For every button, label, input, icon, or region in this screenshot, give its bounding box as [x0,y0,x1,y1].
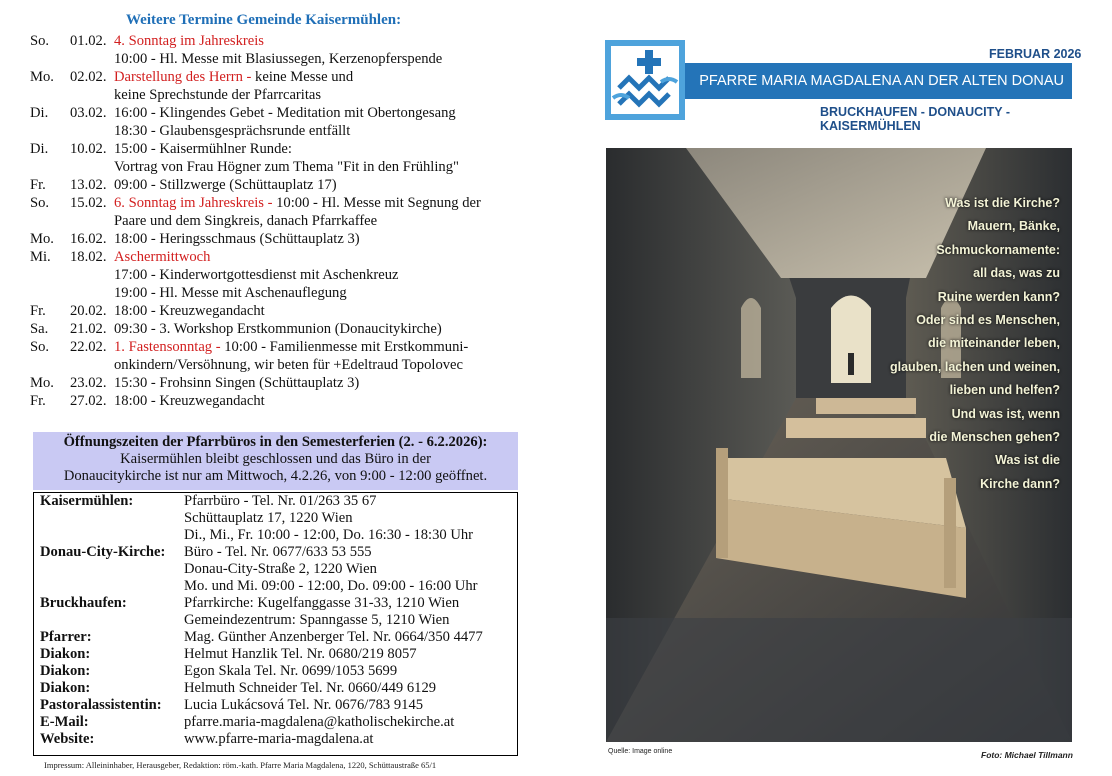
event-feast: Darstellung des Herrn - [114,69,252,85]
event-body [114,392,525,410]
logo-inner [611,46,679,114]
quote-line: Und was ist, wenn [951,406,1060,421]
contact-row [34,510,517,527]
contact-value: www.pfarre-maria-magdalena.at [184,731,374,747]
event-row [30,266,525,284]
parish-logo [605,40,685,120]
quote-line: Was ist die [995,453,1060,468]
contact-value: Büro - Tel. Nr. 0677/633 53 555 [184,544,372,560]
event-date: 16.02. [70,231,107,247]
impressum: Impressum: Alleininhaber, Herausgeber, Redaktion: röm.-kath. Pfarre Maria Magdalena, 1220, Schüttaustraße 65/1 [44,760,437,770]
event-row [30,320,525,338]
event-date: 21.02. [70,321,107,337]
event-text: 18:00 - Kreuzwegandacht [114,303,265,319]
contact-label [34,510,184,527]
event-row [30,302,525,320]
event-body [114,374,525,392]
quote-line: Was ist die Kirche? [945,196,1060,210]
contact-label [34,527,184,544]
contact-label: Diakon: [40,680,91,696]
contact-label [34,612,184,629]
event-text: 18:30 - Glaubensgesprächsrunde entfällt [114,123,351,139]
contact-value: Schüttauplatz 17, 1220 Wien [184,510,353,526]
contact-row [34,663,517,680]
contact-label [34,578,184,595]
contact-row [34,629,517,646]
event-date: 03.02. [70,105,107,121]
event-day: Sa. [30,321,49,337]
event-body [114,176,525,194]
contact-value: Di., Mi., Fr. 10:00 - 12:00, Do. 16:30 - 18:30 Uhr [184,527,474,543]
contact-value: Mo. und Mi. 09:00 - 12:00, Do. 09:00 - 16:00 Uhr [184,578,478,594]
event-text: 10:00 - Hl. Messe mit Segnung der [272,195,481,211]
event-date: 18.02. [70,249,107,265]
event-body [114,230,525,248]
event-text: 18:00 - Heringsschmaus (Schüttauplatz 3) [114,231,360,247]
event-row [30,212,525,230]
contact-row [34,561,517,578]
event-text: 16:00 - Klingendes Gebet - Meditation mit Obertongesang [114,105,456,121]
event-day: Di. [30,141,49,157]
quote-line: glauben, lachen und weinen, [890,359,1061,374]
event-day: So. [30,33,50,49]
contact-label: Diakon: [40,646,91,662]
contact-row [34,527,517,544]
event-feast: 6. Sonntag im Jahreskreis - [114,195,273,211]
contact-row [34,612,517,629]
quote-line: Oder sind es Menschen, [916,313,1060,328]
event-day: Mo. [30,69,54,85]
parish-name: PFARRE MARIA MAGDALENA AN DER ALTEN DONAU [699,73,1064,89]
event-date: 02.02. [70,69,107,85]
event-text: onkindern/Versöhnung, wir beten für +Edeltraud Topolovec [114,357,463,373]
event-day: So. [30,195,50,211]
office-hours-line-2: Donaucitykirche ist nur am Mittwoch, 4.2.26, von 9:00 - 12:00 geöffnet. [63,468,488,484]
contact-value: Gemeindezentrum: Spanngasse 5, 1210 Wien [184,612,450,628]
event-day: Mi. [30,249,51,265]
contact-label: Pastoralassistentin: [40,697,162,713]
office-hours-title: Öffnungszeiten der Pfarrbüros in den Semesterferien (2. - 6.2.2026): [63,434,488,450]
church-photo [606,148,1072,742]
contact-value: Egon Skala Tel. Nr. 0699/1053 5699 [184,663,398,679]
quote-line: die miteinander leben, [928,336,1060,351]
contact-row [34,731,517,748]
event-row [30,86,525,104]
event-feast: 4. Sonntag im Jahreskreis [114,33,264,49]
event-row [30,140,525,158]
section-title: Weitere Termine Gemeinde Kaisermühlen: [126,12,402,28]
event-date: 20.02. [70,303,107,319]
event-body [114,248,525,266]
event-body [114,320,525,338]
event-row [30,68,525,86]
quote-text [890,192,1060,496]
contact-label: Pfarrer: [40,629,92,645]
event-row [30,356,525,374]
event-body [114,338,525,356]
office-hours-line-1: Kaisermühlen bleibt geschlossen und das Büro in der [120,451,431,467]
event-row [30,284,525,302]
parish-banner [685,63,1072,99]
event-row [30,104,525,122]
photo-credit: Foto: Michael Tillmann [981,750,1073,760]
quote-line: Schmuckornamente: [936,242,1060,257]
issue-month: FEBRUAR 2026 [989,47,1082,61]
contact-list [34,493,517,748]
event-date: 22.02. [70,339,107,355]
event-day: Fr. [30,177,46,193]
contact-value: Pfarrbüro - Tel. Nr. 01/263 35 67 [184,493,377,509]
event-row [30,338,525,356]
contact-row [34,493,517,510]
quote-line: Mauern, Bänke, [967,219,1060,234]
contact-label: Bruckhaufen: [40,595,127,611]
event-date: 10.02. [70,141,107,157]
contact-label: Diakon: [40,663,91,679]
events-column [30,8,525,410]
event-date: 01.02. [70,33,107,49]
event-date: 13.02. [70,177,107,193]
quote-line: all das, was zu [973,266,1060,281]
quote-line: lieben und helfen? [949,383,1060,398]
contact-value: Helmut Hanzlik Tel. Nr. 0680/219 8057 [184,646,417,662]
districts-subtitle: BRUCKHAUFEN - DONAUCITY - KAISERMÜHLEN [820,105,1011,133]
event-text: 15:00 - Kaisermühlner Runde: [114,141,292,157]
contact-value: Helmuth Schneider Tel. Nr. 0660/449 6129 [184,680,437,696]
event-text: 10:00 - Hl. Messe mit Blasiussegen, Kerzenopferspende [114,51,443,67]
event-text: 09:30 - 3. Workshop Erstkommunion (Donaucitykirche) [114,321,442,337]
contact-row [34,680,517,697]
event-row [30,194,525,212]
event-text: 15:30 - Frohsinn Singen (Schüttauplatz 3) [114,375,360,391]
contact-label: Donau-City-Kirche: [40,544,166,560]
contact-value: Mag. Günther Anzenberger Tel. Nr. 0664/350 4477 [184,629,483,645]
event-body [114,104,525,122]
quote-line: Kirche dann? [980,476,1060,491]
event-row [30,176,525,194]
cross-waves-icon [611,46,679,114]
event-body [114,302,525,320]
event-text: 09:00 - Stillzwerge (Schüttauplatz 17) [114,177,337,193]
event-row [30,50,525,68]
event-day: Di. [30,105,49,121]
event-date: 15.02. [70,195,107,211]
event-text: 10:00 - Familienmesse mit Erstkommuni- [220,339,469,355]
contact-row [34,595,517,612]
event-day: Mo. [30,375,54,391]
event-text: 18:00 - Kreuzwegandacht [114,393,265,409]
quote-line: Ruine werden kann? [937,289,1060,304]
contact-label [34,561,184,578]
image-source: Quelle: Image online [608,748,673,755]
event-row [30,374,525,392]
contact-row [34,697,517,714]
contact-row [34,578,517,595]
contact-box [33,492,518,756]
event-text: 19:00 - Hl. Messe mit Aschenauflegung [114,285,347,301]
contact-label: E-Mail: [40,714,89,730]
event-day: Fr. [30,393,46,409]
event-date: 23.02. [70,375,107,391]
event-text: Paare und dem Singkreis, danach Pfarrkaffee [114,213,378,229]
event-row [30,32,525,50]
event-feast: Aschermittwoch [114,249,211,265]
event-row [30,392,525,410]
event-body [114,140,525,158]
quote-line: die Menschen gehen? [929,430,1060,445]
event-row [30,158,525,176]
contact-row [34,714,517,731]
contact-value: Lucia Lukácsová Tel. Nr. 0676/783 9145 [184,697,424,713]
event-date: 27.02. [70,393,107,409]
event-row [30,122,525,140]
event-day: Mo. [30,231,54,247]
event-text: keine Messe und [251,69,354,85]
contact-row [34,544,517,561]
contact-label: Kaisermühlen: [40,493,134,509]
event-body [114,194,525,212]
office-hours-box [33,432,518,490]
event-text: Vortrag von Frau Högner zum Thema "Fit in den Frühling" [114,159,459,175]
contact-value: Pfarrkirche: Kugelfanggasse 31-33, 1210 Wien [184,595,460,611]
events-list [30,32,525,410]
event-row [30,230,525,248]
event-body [114,32,525,50]
contact-value: Donau-City-Straße 2, 1220 Wien [184,561,377,577]
event-body [114,68,525,86]
event-row [30,248,525,266]
event-feast: 1. Fastensonntag - [114,339,221,355]
event-text: 17:00 - Kinderwortgottesdienst mit Aschenkreuz [114,267,399,283]
event-day: Fr. [30,303,46,319]
contact-row [34,646,517,663]
contact-value: pfarre.maria-magdalena@katholischekirche.at [184,714,455,730]
event-day: So. [30,339,50,355]
contact-label: Website: [40,731,95,747]
event-text: keine Sprechstunde der Pfarrcaritas [114,87,322,103]
